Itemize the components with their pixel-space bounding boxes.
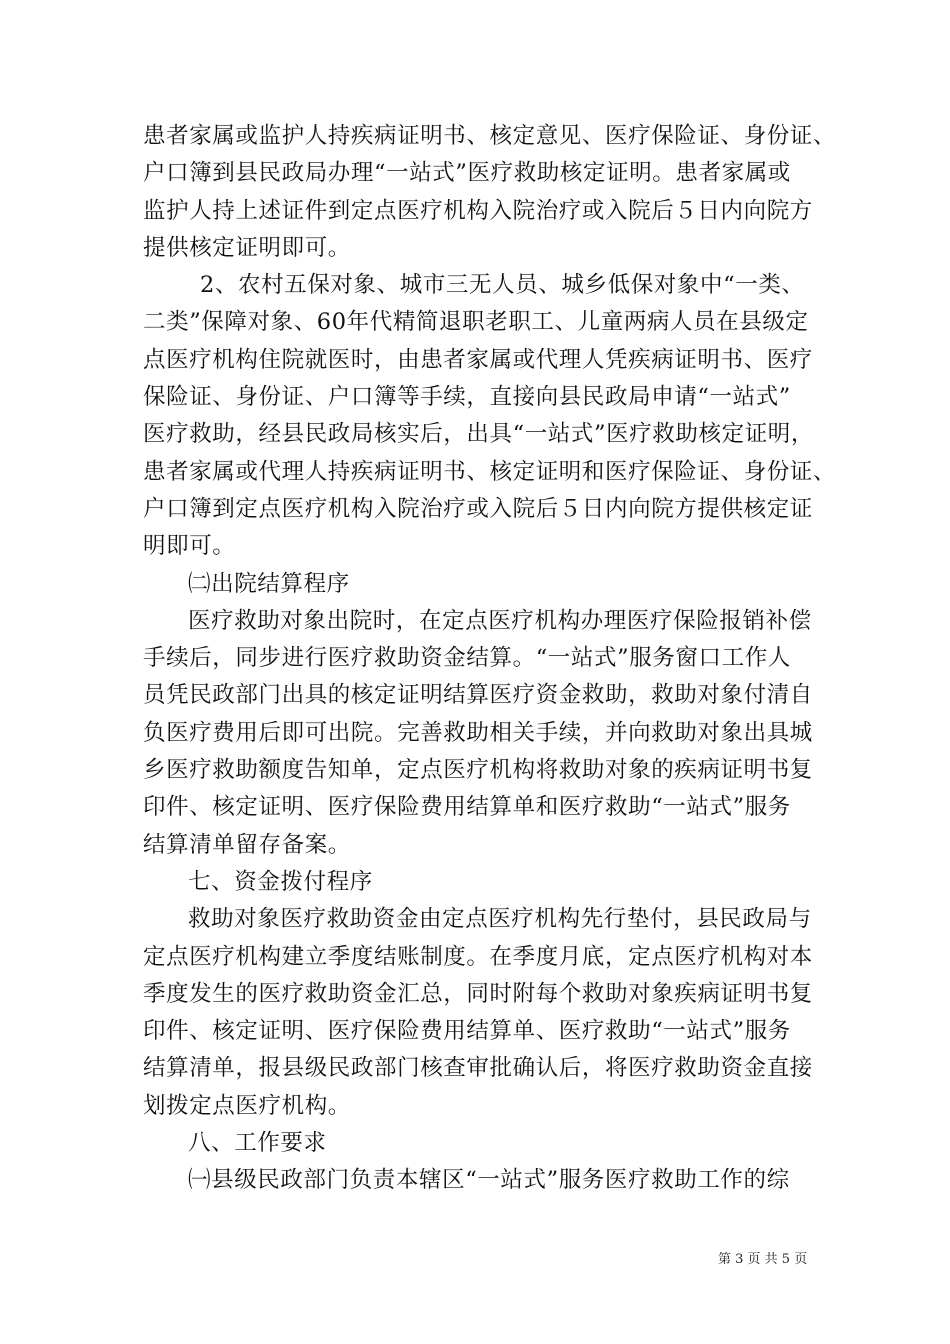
page-number-footer: 第 3 页 共 5 页 <box>718 1252 808 1267</box>
paragraph-start-line: 2、农村五保对象、城市三无人员、城乡低保对象中“一类、 <box>200 272 805 299</box>
text-line: 季度发生的医疗救助资金汇总，同时附每个救助对象疾病证明书复 <box>143 980 813 1007</box>
text-line: 户口簿到县民政局办理“一站式”医疗救助核定证明。患者家属或 <box>143 160 791 187</box>
text-line: 户口簿到定点医疗机构入院治疗或入院后５日内向院方提供核定证 <box>143 495 813 522</box>
section-heading: 八、工作要求 <box>188 1130 327 1157</box>
text-line: 印件、核定证明、医疗保险费用结算单和医疗救助“一站式”服务 <box>143 794 791 821</box>
text-line: 监护人持上述证件到定点医疗机构入院治疗或入院后５日内向院方 <box>143 197 813 224</box>
paragraph-start-line: ㈠县级民政部门负责本辖区“一站式”服务医疗救助工作的综 <box>188 1167 790 1194</box>
text-line: 明即可。 <box>143 533 236 560</box>
text-line: 负医疗费用后即可出院。完善救助相关手续，并向救助对象出具城 <box>143 719 813 746</box>
text-line: 点医疗机构住院就医时，由患者家属或代理人凭疾病证明书、医疗 <box>143 346 813 373</box>
section-heading: 七、资金拨付程序 <box>188 868 373 895</box>
paragraph-start-line: 医疗救助对象出院时，在定点医疗机构办理医疗保险报销补偿 <box>188 607 812 634</box>
text-line: 医疗救助，经县民政局核实后，出具“一站式”医疗救助核定证明， <box>143 421 815 448</box>
text-line: 结算清单，报县级民政部门核查审批确认后，将医疗救助资金直接 <box>143 1055 813 1082</box>
text-line: 保险证、身份证、户口簿等手续，直接向县民政局申请“一站式” <box>143 384 791 411</box>
text-line: 员凭民政部门出具的核定证明结算医疗资金救助，救助对象付清自 <box>143 682 813 709</box>
text-line: 定点医疗机构建立季度结账制度。在季度月底，定点医疗机构对本 <box>143 943 813 970</box>
document-body <box>143 118 837 1200</box>
text-line: 提供核定证明即可。 <box>143 234 351 261</box>
text-line: 二类”保障对象、60年代精简退职老职工、儿童两病人员在县级定 <box>143 309 809 336</box>
text-line: 印件、核定证明、医疗保险费用结算单、医疗救助“一站式”服务 <box>143 1018 791 1045</box>
text-line: 手续后，同步进行医疗救助资金结算。“一站式”服务窗口工作人 <box>143 645 791 672</box>
text-line: 患者家属或代理人持疾病证明书、核定证明和医疗保险证、身份证、 <box>143 458 837 485</box>
text-line: 患者家属或监护人持疾病证明书、核定意见、医疗保险证、身份证、 <box>143 123 837 149</box>
text-line: 乡医疗救助额度告知单，定点医疗机构将救助对象的疾病证明书复 <box>143 757 813 784</box>
text-line: 结算清单留存备案。 <box>143 831 351 858</box>
paragraph-start-line: 救助对象医疗救助资金由定点医疗机构先行垫付，县民政局与 <box>188 906 812 933</box>
text-line: 划拨定点医疗机构。 <box>143 1092 351 1119</box>
section-heading: ㈡出院结算程序 <box>188 570 350 597</box>
